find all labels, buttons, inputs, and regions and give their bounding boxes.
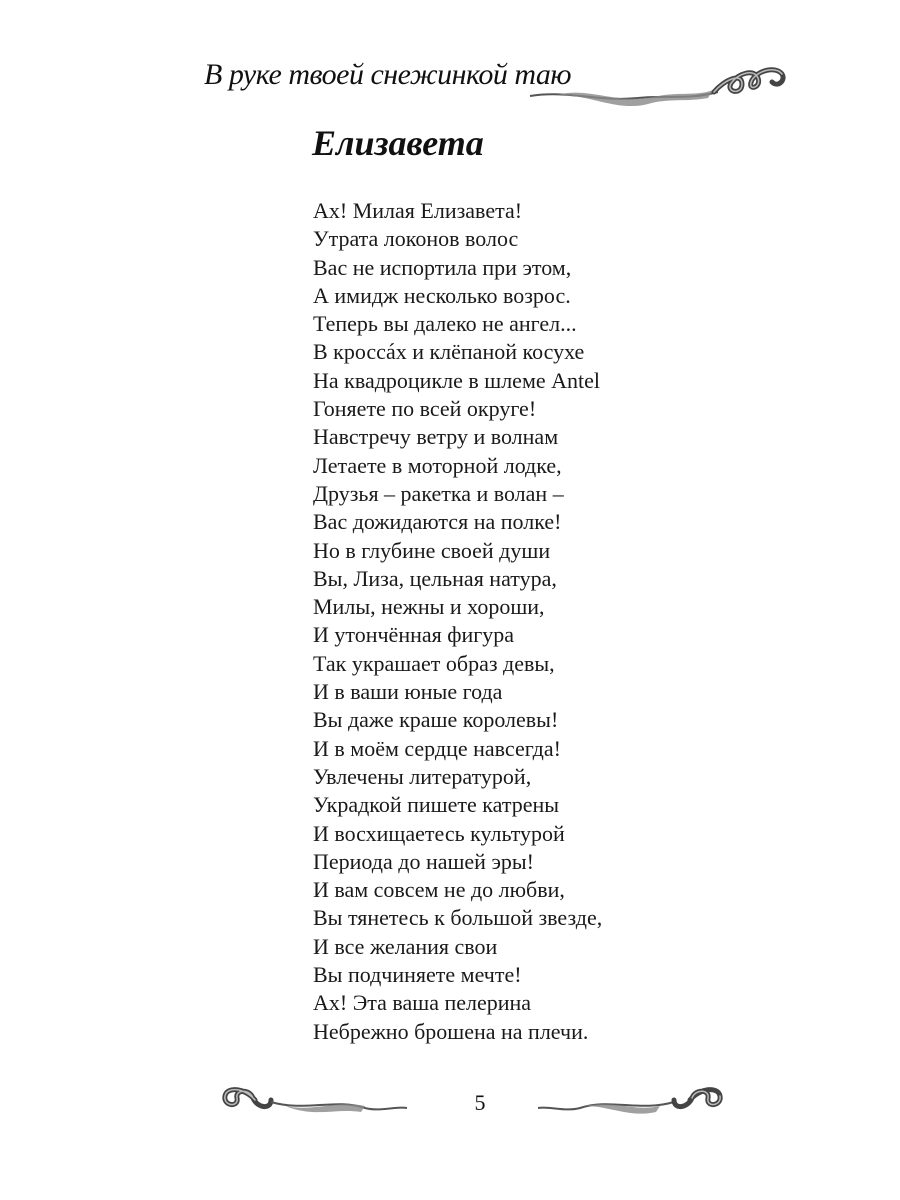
poem-line: Теперь вы далеко не ангел... [313, 311, 577, 337]
poem-line: И в моём сердце навсегда! [313, 735, 561, 761]
poem-title: Елизавета [312, 123, 484, 163]
poem-line: Вы даже краше королевы! [313, 707, 559, 733]
poem-line: Утрата локонов волос [313, 226, 519, 252]
poem-line: Украдкой пишете катрены [313, 792, 560, 818]
poem-line: Навстречу ветру и волнам [313, 424, 559, 450]
poem-line: Милы, нежны и хороши, [313, 594, 545, 620]
poem-line: Летаете в моторной лодке, [313, 452, 562, 478]
running-head-title: В руке твоей снежинкой таю [204, 58, 572, 91]
poem-line: Ах! Эта ваша пелерина [313, 990, 532, 1016]
poem-line: Вас не испортила при этом, [313, 254, 572, 280]
poem-line: Небрежно брошена на плечи. [313, 1018, 589, 1044]
poem-line: Ах! Милая Елизавета! [313, 198, 523, 223]
poem-line: И вам совсем не до любви, [313, 877, 565, 903]
poem-line: И восхищаетесь культурой [313, 820, 565, 846]
page-number: 5 [474, 1090, 486, 1115]
poem-line: И в ваши юные года [313, 679, 503, 705]
poem-line: В кроссáх и клёпаной косухе [313, 339, 585, 365]
poem-line: Периода до нашей эры! [313, 848, 535, 874]
poem-line: Вы подчиняете мечте! [313, 962, 522, 988]
poem-body [313, 197, 602, 1046]
poem-line: Увлечены литературой, [313, 763, 532, 789]
poem-line: А имидж несколько возрос. [313, 282, 571, 308]
poem-line: Вас дожидаются на полке! [313, 509, 562, 535]
poem-line: Вы, Лиза, цельная натура, [313, 565, 557, 591]
poem-line: Вы тянетесь к большой звезде, [313, 905, 603, 931]
ribbon-swirl-icon [215, 1078, 410, 1123]
ribbon-swirl-icon [535, 1078, 730, 1123]
poem-line: Но в глубине своей души [313, 537, 551, 563]
poem-line: И все желания свои [313, 933, 498, 959]
poem-line: Гоняете по всей округе! [313, 396, 537, 422]
poem-line: И утончённая фигура [313, 622, 515, 648]
poem-line: Так украшает образ девы, [313, 650, 555, 676]
ribbon-swirl-icon [528, 62, 790, 112]
poem-line: Друзья – ракетка и волан – [313, 480, 564, 506]
poem-line: На квадроцикле в шлеме Antel [313, 367, 601, 393]
